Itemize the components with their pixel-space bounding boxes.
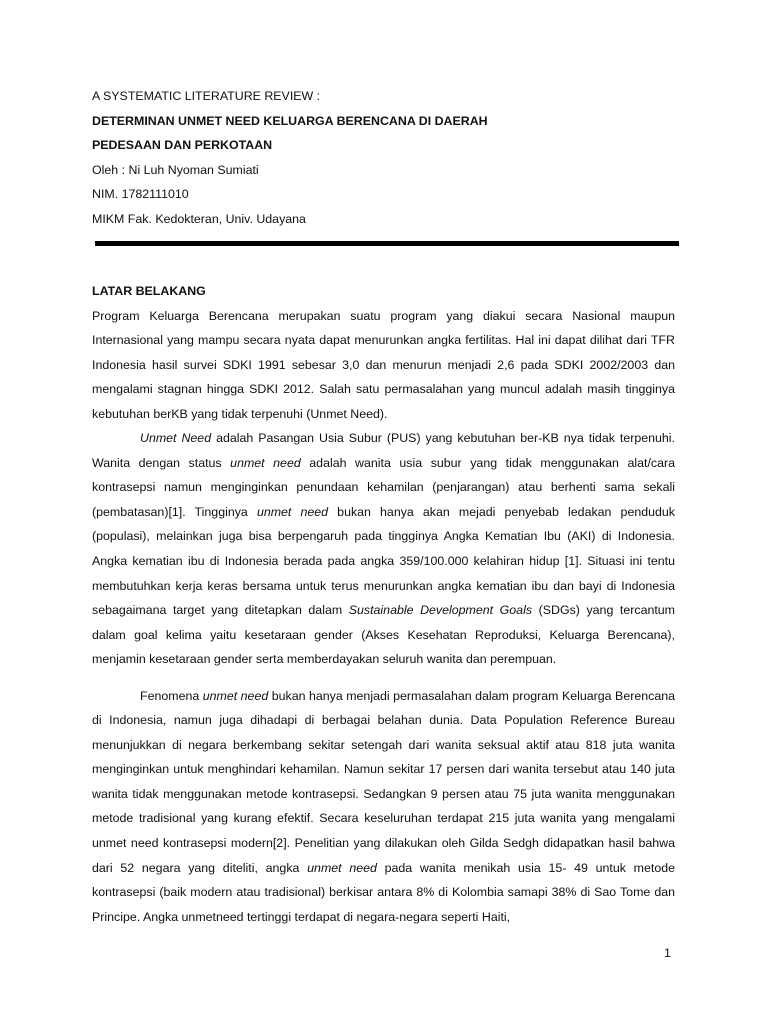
paragraph-3-text-3: pada wanita menikah usia 15- 49 untuk metode kontrasepsi (baik modern atau tradisional) berkisar antara 8% di Kolombia samapi 38% di Sao Tome dan Principe. Angka unmetneed tertinggi terdapat di negara-negara seperti Haiti, (92, 860, 675, 924)
paragraph-2-text-2: adalah wanita usia subur yang tidak menggunakan alat/cara kontrasepsi namun menginginkan penundaan kehamilan (penjarangan) atau berhenti sama sekali (pembatasan)[1]. Tingginya (92, 455, 675, 519)
document-title-line-2: PEDESAAN DAN PERKOTAAN (92, 138, 273, 152)
student-id-line: NIM. 1782111010 (92, 187, 189, 201)
paragraph-2-text-1: adalah Pasangan Usia Subur (PUS) yang kebutuhan ber-KB nya tidak terpenuhi. Wanita dengan status (92, 431, 675, 470)
italic-term: unmet need (256, 504, 329, 519)
paragraph-gap (92, 672, 675, 684)
header-divider (95, 241, 679, 246)
author-line: Oleh : Ni Luh Nyoman Sumiati (92, 162, 259, 177)
italic-term: unmet need (202, 688, 269, 703)
paragraph-2 (92, 426, 675, 671)
italic-term: Sustainable Development Goals (348, 603, 533, 618)
affiliation-line: MIKM Fak. Kedokteran, Univ. Udayana (92, 211, 306, 226)
italic-term: unmet need (307, 860, 377, 875)
review-label: A SYSTEMATIC LITERATURE REVIEW : (92, 89, 321, 103)
paragraph-2-text-3: bukan hanya akan mejadi penyebab ledakan penduduk (populasi), melainkan juga bisa berpengaruh pada tingginya Angka Kematian Ibu (AKI) di Indonesia. Angka kematian ibu di Indonesia berada pada angka 359/100.000 kelahiran hidup [1]. Situasi ini tentu membutuhkan kerja keras bersama untuk terus menurunkan angka kematian ibu dan bayi di Indonesia sebagaimana target yang ditetapkan dalam (92, 504, 675, 618)
page-number: 1 (664, 946, 671, 960)
section-heading: LATAR BELAKANG (92, 284, 206, 298)
paragraph-3-text-2: bukan hanya menjadi permasalahan dalam program Keluarga Berencana di Indonesia, namun juga dihadapi di berbagai belahan dunia. Data Population Reference Bureau menunjukkan di negara berkembang sekitar setengah dari wanita seksual aktif atau 818 juta wanita menginginkan untuk menghindari kehamilan. Namun sekitar 17 persen dari wanita tersebut atau 140 juta wanita tidak menggunakan metode kontrasepsi. Sedangkan 9 persen atau 75 juta wanita menggunakan metode tradisional yang kurang efektif. Secara keseluruhan terdapat 215 juta wanita yang mengalami unmet need kontrasepsi modern[2]. Penelitian yang dilakukan oleh Gilda Sedgh didapatkan hasil bahwa dari 52 negara yang diteliti, angka (92, 688, 675, 875)
paragraph-1: Program Keluarga Berencana merupakan suatu program yang diakui secara Nasional maupun Internasional yang mampu secara nyata dapat menurunkan angka fertilitas. Hal ini dapat dilihat dari TFR Indonesia hasil survei SDKI 1991 sebesar 3,0 dan menurun menjadi 2,6 pada SDKI 2002/2003 dan mengalami stagnan hingga SDKI 2012. Salah satu permasalahan yang muncul adalah masih tingginya kebutuhan berKB yang tidak terpenuhi (Unmet Need). (92, 308, 675, 421)
document-body (92, 279, 675, 929)
document-header (92, 84, 682, 231)
paragraph-2-text-4: (SDGs) yang tercantum dalam goal kelima yaitu kesetaraan gender (Akses Kesehatan Reproduksi, Keluarga Berencana), menjamin kesetaraan gender serta memberdayakan seluruh wanita dan perempuan. (92, 603, 676, 667)
italic-term: Unmet Need (140, 431, 212, 446)
italic-term: unmet need (230, 455, 301, 470)
paragraph-3-text-1: Fenomena (140, 688, 203, 703)
document-title-line-1: DETERMINAN UNMET NEED KELUARGA BERENCANA DI DAERAH (92, 113, 488, 128)
paragraph-3 (92, 684, 675, 929)
